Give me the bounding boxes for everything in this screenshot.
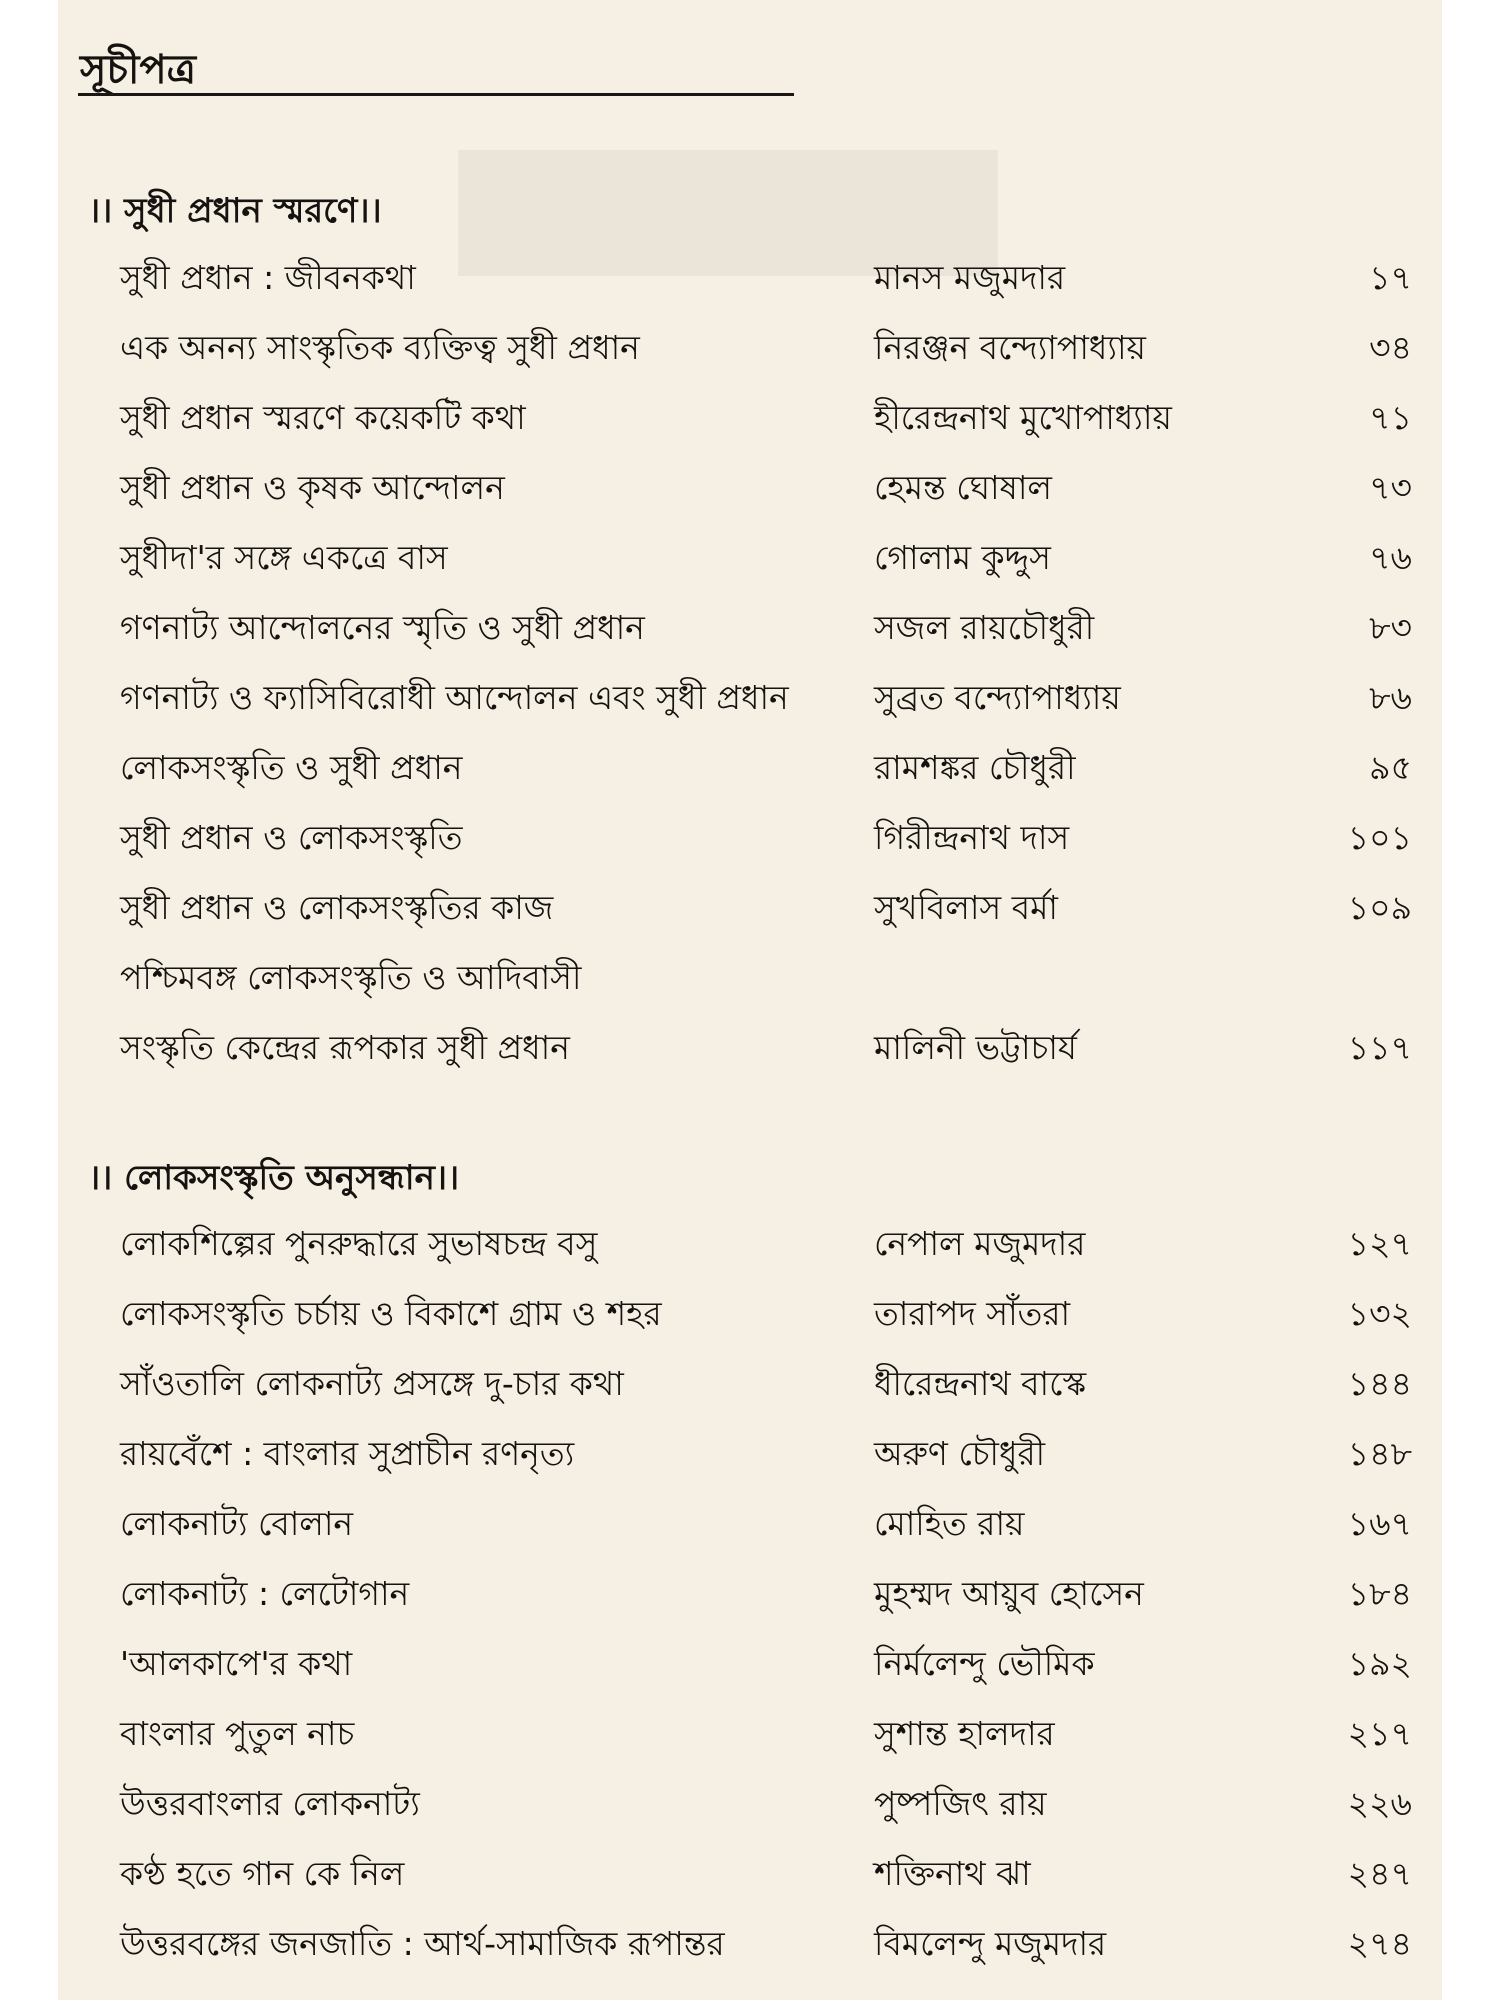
entry-page-number: ৭৬	[1369, 538, 1412, 577]
entry-page-number: ২৪৭	[1347, 1854, 1412, 1893]
toc-entry	[58, 1848, 1442, 1908]
entry-page-number: ৮৩	[1369, 608, 1412, 647]
entry-author: মুহম্মদ আয়ুব হোসেন	[874, 1574, 1144, 1613]
entry-title: সুধী প্রধান ও লোকসংস্কৃতি	[120, 818, 463, 857]
entry-title: লোকসংস্কৃতি ও সুধী প্রধান	[120, 748, 463, 787]
toc-entry	[58, 1358, 1442, 1418]
entry-page-number: ১৩২	[1347, 1294, 1412, 1333]
entry-title: উত্তরবাংলার লোকনাট্য	[120, 1784, 420, 1823]
entry-author: ধীরেন্দ্রনাথ বাস্কে	[874, 1364, 1087, 1403]
entry-title: সাঁওতালি লোকনাট্য প্রসঙ্গে দু-চার কথা	[120, 1364, 624, 1403]
toc-entry	[58, 1638, 1442, 1698]
entry-title: এক অনন্য সাংস্কৃতিক ব্যক্তিত্ব সুধী প্রধান	[120, 328, 640, 367]
entry-page-number: ১৪৪	[1347, 1364, 1412, 1403]
toc-entry	[58, 462, 1442, 522]
toc-entry	[58, 1428, 1442, 1488]
entry-title: সুধী প্রধান ও কৃষক আন্দোলন	[120, 468, 505, 507]
toc-entry	[58, 602, 1442, 662]
show-through-text: ⠀⠀⠀⠀	[958, 50, 1046, 85]
entry-title: সুধী প্রধান ও লোকসংস্কৃতির কাজ	[120, 888, 554, 927]
entry-page-number: ২৭৪	[1347, 1924, 1412, 1963]
entry-author: তারাপদ সাঁতরা	[874, 1294, 1071, 1333]
entry-title: সুধী প্রধান স্মরণে কয়েকটি কথা	[120, 398, 526, 437]
entry-title: সুধীদা'র সঙ্গে একত্রে বাস	[120, 538, 448, 577]
toc-entry	[58, 1778, 1442, 1838]
entry-title: বাংলার পুতুল নাচ	[120, 1714, 355, 1753]
entry-title: লোকনাট্য : লেটোগান	[120, 1574, 410, 1613]
page-title: সূচীপত্র	[80, 47, 196, 93]
entry-page-number: ১০৯	[1347, 888, 1412, 927]
entry-author: সুখবিলাস বর্মা	[874, 888, 1058, 927]
entry-author: অরুণ চৌধুরী	[874, 1434, 1046, 1473]
entry-page-number: ৩৪	[1369, 328, 1412, 367]
entry-title: লোকসংস্কৃতি চর্চায় ও বিকাশে গ্রাম ও শহর	[120, 1294, 662, 1333]
entry-title: কণ্ঠ হতে গান কে নিল	[120, 1854, 405, 1893]
toc-entry	[58, 1218, 1442, 1278]
entry-author: সুব্রত বন্দ্যোপাধ্যায়	[874, 678, 1121, 717]
entry-page-number: ১০১	[1347, 818, 1412, 857]
toc-entry	[58, 1288, 1442, 1348]
section-heading: ।। লোকসংস্কৃতি অনুসন্ধান।।	[88, 1158, 460, 1198]
entry-title: পশ্চিমবঙ্গ লোকসংস্কৃতি ও আদিবাসী	[120, 958, 582, 997]
entry-author: সজল রায়চৌধুরী	[874, 608, 1095, 647]
toc-entry	[58, 252, 1442, 312]
toc-entry	[58, 1918, 1442, 1978]
entry-author: পুষ্পজিৎ রায়	[874, 1784, 1047, 1823]
entry-title: রায়বেঁশে : বাংলার সুপ্রাচীন রণনৃত্য	[120, 1434, 575, 1473]
entry-page-number: ১৯২	[1347, 1644, 1412, 1683]
entry-title: লোকনাট্য বোলান	[120, 1504, 354, 1543]
toc-entry	[58, 532, 1442, 592]
entry-author: হীরেন্দ্রনাথ মুখোপাধ্যায়	[874, 398, 1172, 437]
entry-page-number: ২২৬	[1347, 1784, 1412, 1823]
toc-entry	[58, 882, 1442, 942]
entry-author: সুশান্ত হালদার	[874, 1714, 1055, 1753]
toc-entry	[58, 1568, 1442, 1628]
entry-page-number: ৭১	[1369, 398, 1412, 437]
entry-author: গিরীন্দ্রনাথ দাস	[874, 818, 1070, 857]
entry-author: মানস মজুমদার	[874, 258, 1066, 297]
toc-entry	[58, 672, 1442, 732]
entry-page-number: ৮৬	[1369, 678, 1412, 717]
entry-page-number: ১৬৭	[1347, 1504, 1412, 1543]
entry-page-number: ১১৭	[1347, 1028, 1412, 1067]
toc-entry	[58, 1498, 1442, 1558]
entry-title: সুধী প্রধান : জীবনকথা	[120, 258, 416, 297]
entry-author: রামশঙ্কর চৌধুরী	[874, 748, 1076, 787]
entry-title: গণনাট্য ও ফ্যাসিবিরোধী আন্দোলন এবং সুধী প্রধান	[120, 678, 789, 717]
section-heading: ।। সুধী প্রধান স্মরণে।।	[88, 191, 382, 231]
toc-entry	[58, 392, 1442, 452]
entry-page-number: ২১৭	[1347, 1714, 1412, 1753]
toc-entry	[58, 742, 1442, 802]
entry-author: শক্তিনাথ ঝা	[874, 1854, 1031, 1893]
entry-author: নির্মলেন্দু ভৌমিক	[874, 1644, 1095, 1683]
entry-author: হেমন্ত ঘোষাল	[874, 468, 1052, 507]
title-underline	[78, 93, 794, 96]
toc-page	[58, 0, 1442, 2000]
toc-entry	[58, 1022, 1442, 1082]
toc-entry	[58, 1708, 1442, 1768]
toc-entry	[58, 952, 1442, 1012]
entry-title: গণনাট্য আন্দোলনের স্মৃতি ও সুধী প্রধান	[120, 608, 645, 647]
toc-entry	[58, 812, 1442, 872]
entry-author: মালিনী ভট্টাচার্য	[874, 1028, 1077, 1067]
entry-title: 'আলকাপে'র কথা	[120, 1644, 353, 1683]
entry-page-number: ১৮৪	[1347, 1574, 1412, 1613]
entry-author: নিরঞ্জন বন্দ্যোপাধ্যায়	[874, 328, 1146, 367]
toc-entry	[58, 322, 1442, 382]
entry-page-number: ১৪৮	[1347, 1434, 1412, 1473]
entry-page-number: ৯৫	[1369, 748, 1412, 787]
entry-author: নেপাল মজুমদার	[874, 1224, 1086, 1263]
entry-title: সংস্কৃতি কেন্দ্রের রূপকার সুধী প্রধান	[120, 1028, 570, 1067]
entry-page-number: ১৭	[1369, 258, 1412, 297]
entry-author: বিমলেন্দু মজুমদার	[874, 1924, 1107, 1963]
entry-author: গোলাম কুদ্দুস	[874, 538, 1051, 577]
entry-title: লোকশিল্পের পুনরুদ্ধারে সুভাষচন্দ্র বসু	[120, 1224, 598, 1263]
entry-page-number: ৭৩	[1369, 468, 1412, 507]
entry-title: উত্তরবঙ্গের জনজাতি : আর্থ-সামাজিক রূপান্তর	[120, 1924, 725, 1963]
entry-page-number: ১২৭	[1347, 1224, 1412, 1263]
entry-author: মোহিত রায়	[874, 1504, 1025, 1543]
